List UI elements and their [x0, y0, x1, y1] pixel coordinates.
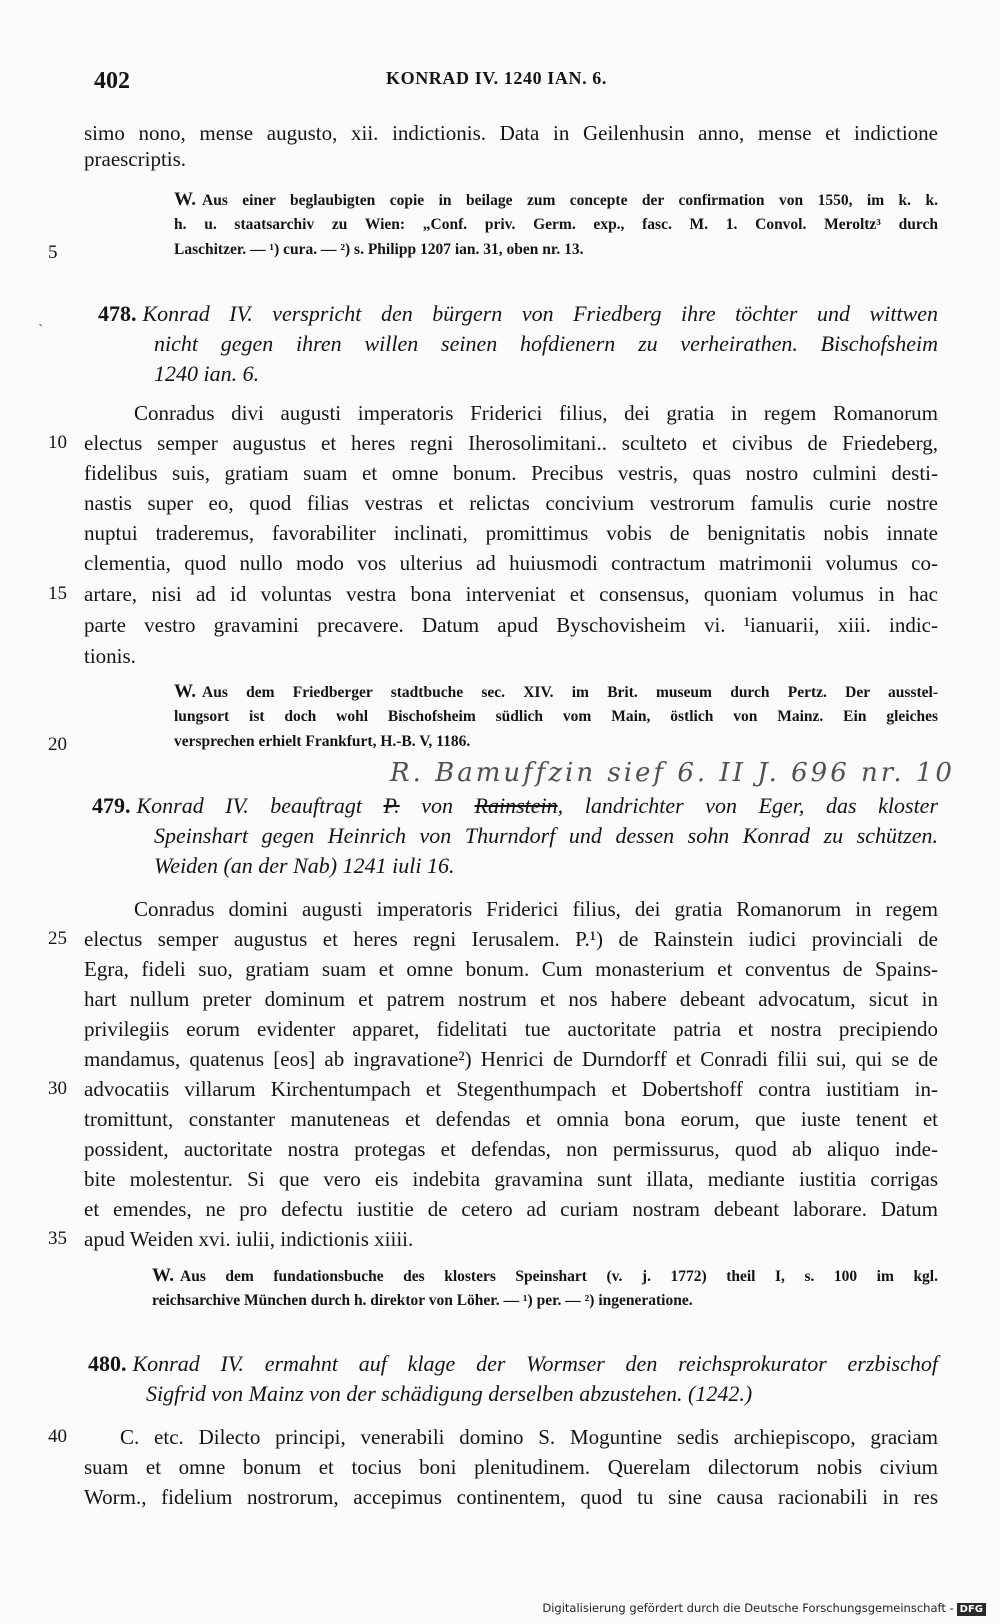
- handwritten-annotation: R. Bamuffzin sief 6. II J. 696 nr. 10: [390, 758, 955, 788]
- text-line: clementia, quod nullo modo vos ulterius ad huiusmodi contractum matrimonii volumus co-: [84, 551, 938, 575]
- document-heading: 479. Konrad IV. beauftragt P. von Rainstein, landrichter von Eger, das kloster: [92, 793, 939, 818]
- text-line: tionis.: [84, 644, 136, 668]
- text-line: electus semper augustus et heres regni Iherosolimitani.. sculteto et civibus de Friedeberg,: [84, 431, 938, 455]
- text-line: Egra, fideli suo, gratiam suam et omne bonum. Cum monasterium et conventus de Spains-: [84, 957, 938, 981]
- document-heading: 478. Konrad IV. verspricht den bürgern von Friedberg ihre töchter und wittwen: [98, 301, 938, 326]
- text-line: bite molestentur. Si que vero eis indebita gravamina sunt illata, mediante iustitia corrigas: [84, 1167, 938, 1191]
- document-heading: nicht gegen ihren willen seinen hofdienern zu verheirathen. Bischofsheim: [154, 331, 938, 356]
- text-line: advocatiis villarum Kirchentumpach et Stegenthumpach et Dobertshoff contra iustitiam in-: [84, 1077, 938, 1101]
- digitization-footer: Digitalisierung gefördert durch die Deutsche Forschungsgemeinschaft - DFG: [542, 1601, 986, 1616]
- source-note: Laschitzer. — ¹) cura. — ²) s. Philipp 1207 ian. 31, oben nr. 13.: [174, 241, 584, 258]
- text-line: nastis super eo, quod filias vestras et relictas concivium vestrorum famulis curie nostre: [84, 491, 938, 515]
- text-line: simo nono, mense augusto, xii. indictionis. Data in Geilenhusin anno, mense et indictione: [84, 121, 938, 145]
- margin-mark: ˋ: [38, 322, 44, 339]
- document-heading: Weiden (an der Nab) 1241 iuli 16.: [154, 853, 455, 878]
- text-line: hart nullum preter dominum et patrem nostrum et nos habere debeant advocatum, sicut in: [84, 987, 938, 1011]
- dfg-logo: DFG: [957, 1603, 986, 1616]
- line-number: 20: [48, 734, 67, 755]
- text-line: et emendes, ne pro defectu iustitie de cetero ad curiam nostram debeant laborare. Datum: [84, 1197, 938, 1221]
- text-line: tromittunt, constanter manuteneas et defendas et omnia bona eorum, que iuste tenent et: [84, 1107, 938, 1131]
- document-heading: Sigfrid von Mainz von der schädigung derselben abzustehen. (1242.): [146, 1381, 753, 1406]
- text-line: artare, nisi ad id voluntas vestra bona interveniat et consensus, quoniam volumus in hac: [84, 582, 938, 606]
- line-number: 15: [48, 583, 67, 604]
- source-note: lungsort ist doch wohl Bischofsheim südlich vom Main, östlich von Mainz. Ein gleiches: [174, 708, 938, 725]
- text-line: electus semper augustus et heres regni Ierusalem. P.¹) de Rainstein iudici provinciali de: [84, 927, 938, 951]
- line-number: 35: [48, 1228, 67, 1249]
- source-note: W. Aus dem fundationsbuche des klosters Speinshart (v. j. 1772) theil I, s. 100 im kgl.: [152, 1265, 938, 1286]
- source-note: h. u. staatsarchiv zu Wien: „Conf. priv. Germ. exp., fasc. M. 1. Convol. Meroltz³ durch: [174, 216, 938, 233]
- text-line: Conradus divi augusti imperatoris Friderici filius, dei gratia in regem Romanorum: [134, 401, 938, 425]
- document-heading: 1240 ian. 6.: [154, 361, 260, 386]
- text-line: parte vestro gravamini precavere. Datum apud Byschovisheim vi. ¹ianuarii, xiii. indic-: [84, 613, 938, 637]
- line-number: 5: [48, 242, 58, 263]
- line-number: 30: [48, 1078, 67, 1099]
- text-line: praescriptis.: [84, 147, 187, 171]
- source-note: reichsarchive München durch h. direktor von Löher. — ¹) per. — ²) ingeneratione.: [152, 1292, 693, 1309]
- line-number: 10: [48, 432, 67, 453]
- line-number: 40: [48, 1426, 67, 1447]
- running-title: KONRAD IV. 1240 IAN. 6.: [386, 68, 607, 88]
- source-note: W. Aus dem Friedberger stadtbuche sec. XIV. im Brit. museum durch Pertz. Der ausstel-: [174, 681, 938, 702]
- document-heading: Speinshart gegen Heinrich von Thurndorf und dessen sohn Konrad zu schützen.: [154, 823, 938, 848]
- line-number: 25: [48, 928, 67, 949]
- text-line: fidelibus suis, gratiam suam et omne bonum. Precibus vestris, quas nostro culmini desti-: [84, 461, 938, 485]
- page-number: 402: [94, 68, 130, 94]
- text-line: apud Weiden xvi. iulii, indictionis xiiii.: [84, 1227, 414, 1251]
- text-line: Conradus domini augusti imperatoris Friderici filius, dei gratia Romanorum in regem: [134, 897, 938, 921]
- text-line: mandamus, quatenus [eos] ab ingravatione²) Henrici de Durndorff et Conradi filii sui, qui se de: [84, 1047, 938, 1071]
- text-line: C. etc. Dilecto principi, venerabili domino S. Moguntine sedis archiepiscopo, graciam: [120, 1425, 938, 1449]
- text-line: nuptui traderemus, favorabiliter inclinati, promittimus vobis de benignitatis nobis innate: [84, 521, 938, 545]
- document-heading: 480. Konrad IV. ermahnt auf klage der Wormser den reichsprokurator erzbischof: [88, 1351, 938, 1376]
- source-note: versprechen erhielt Frankfurt, H.-B. V, 1186.: [174, 733, 471, 750]
- text-line: Worm., fidelium nostrorum, accepimus continentem, quod tu sine causa racionabili in res: [84, 1485, 938, 1509]
- source-note: W. Aus einer beglaubigten copie in beilage zum concepte der confirmation von 1550, im k. k.: [174, 189, 938, 210]
- text-line: possident, auctoritate nostra protegas et defendas, non permissurus, quod ab aliquo inde-: [84, 1137, 938, 1161]
- text-line: privilegiis eorum evidenter apparet, fidelitati tue auctoritate patria et nostra precipiendo: [84, 1017, 938, 1041]
- text-line: suam et omne bonum et tocius boni plenitudinem. Querelam dilectorum nobis civium: [84, 1455, 938, 1479]
